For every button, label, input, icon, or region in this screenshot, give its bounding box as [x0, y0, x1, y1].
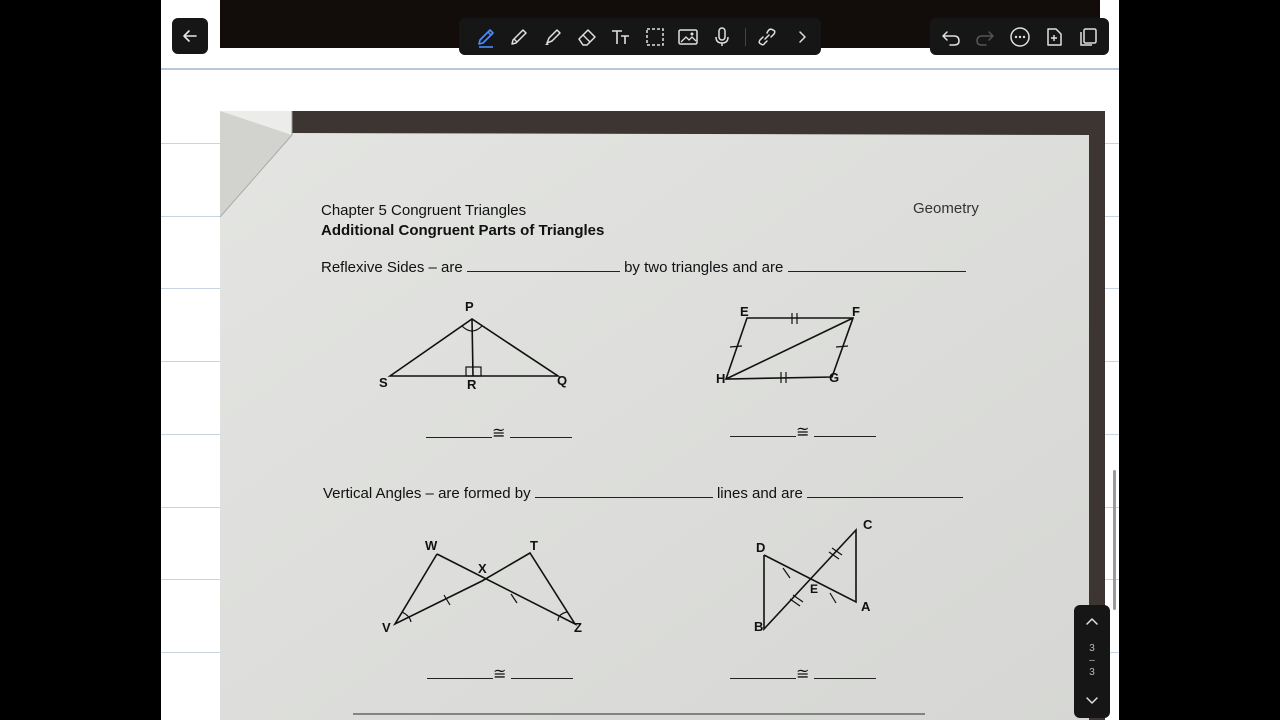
lasso-tool-button[interactable] [640, 22, 670, 52]
reflexive-label: Reflexive Sides – are [321, 259, 463, 276]
highlighter-icon [542, 26, 564, 48]
label-b: B [754, 619, 764, 634]
vertical-mid-text: lines and are [716, 485, 803, 502]
total-pages: 3 [1089, 667, 1095, 678]
back-arrow-icon [181, 27, 199, 45]
image-icon [677, 26, 699, 48]
page-down-button[interactable] [1083, 691, 1101, 714]
answer-blank[interactable] [788, 258, 966, 272]
label-t: T [530, 538, 538, 553]
answer-blank[interactable] [510, 424, 572, 438]
undo-button[interactable] [936, 22, 966, 52]
label-r: R [467, 377, 477, 392]
answer-blank[interactable] [814, 423, 876, 437]
image-tool-button[interactable] [673, 22, 703, 52]
label-w: W [425, 538, 438, 553]
toolbar-divider [745, 28, 746, 46]
label-q: Q [557, 373, 568, 388]
label-s: S [379, 375, 388, 390]
label-x: X [478, 561, 487, 576]
link-icon [756, 26, 778, 48]
text-icon [610, 26, 632, 48]
label-a: A [861, 599, 871, 614]
microphone-tool-button[interactable] [707, 22, 737, 52]
document-toolbar [930, 18, 1109, 55]
more-horizontal-icon [1009, 26, 1031, 48]
congruent-symbol: ≅ [492, 425, 506, 442]
answer-blank[interactable] [511, 665, 573, 679]
current-page: 3 [1089, 643, 1095, 654]
answer-blank[interactable] [730, 423, 796, 437]
label-d: D [756, 540, 766, 555]
congruent-symbol: ≅ [796, 424, 810, 441]
chapter-title: Chapter 5 Congruent Triangles [321, 202, 527, 219]
add-page-icon [1043, 26, 1065, 48]
congruence-statement-4 [730, 664, 876, 684]
answer-blank[interactable] [730, 665, 796, 679]
answer-blank[interactable] [535, 484, 713, 498]
congruence-statement-1 [426, 423, 572, 443]
duplicate-icon [1077, 26, 1099, 48]
text-tool-button[interactable] [606, 22, 636, 52]
scrollbar-thumb[interactable] [1113, 470, 1116, 610]
page-separator-dash: – [1089, 655, 1095, 666]
redo-icon [974, 26, 996, 48]
answer-blank[interactable] [426, 424, 492, 438]
pencil-tool-button[interactable] [504, 22, 534, 52]
congruent-symbol: ≅ [493, 666, 507, 683]
notebook-canvas[interactable] [161, 0, 1119, 720]
more-options-button[interactable] [1005, 22, 1035, 52]
page-navigator [1074, 605, 1110, 718]
redo-button[interactable] [970, 22, 1000, 52]
vertical-label: Vertical Angles – are formed by [323, 485, 531, 502]
back-button[interactable] [172, 18, 208, 54]
pen-icon [475, 26, 497, 48]
add-page-button[interactable] [1039, 22, 1069, 52]
label-h: H [716, 371, 726, 386]
label-z: Z [574, 620, 582, 635]
label-c: C [863, 517, 873, 532]
page-up-button[interactable] [1083, 613, 1101, 636]
chevron-up-icon [1083, 613, 1101, 631]
more-tools-button[interactable] [787, 22, 817, 52]
eraser-tool-button[interactable] [572, 22, 602, 52]
answer-blank[interactable] [814, 665, 876, 679]
drawing-toolbar [459, 18, 821, 55]
label-g: G [829, 370, 840, 385]
congruence-statement-2 [730, 422, 876, 442]
chevron-down-icon [1083, 691, 1101, 709]
answer-blank[interactable] [807, 484, 963, 498]
reflexive-mid-text: by two triangles and are [624, 259, 784, 276]
worksheet-heading: Additional Congruent Parts of Triangles [321, 222, 605, 239]
eraser-icon [576, 26, 598, 48]
label-e2: E [810, 582, 819, 596]
label-p: P [465, 299, 474, 314]
pen-tool-button[interactable] [471, 22, 501, 52]
highlighter-tool-button[interactable] [538, 22, 568, 52]
microphone-icon [711, 26, 733, 48]
link-tool-button[interactable] [752, 22, 782, 52]
page-separator [161, 68, 1119, 70]
vertical-angles-wxz-figure [380, 536, 590, 636]
congruence-statement-3 [427, 664, 573, 684]
worksheet-photo [220, 111, 1105, 720]
label-e: E [740, 304, 749, 319]
pencil-icon [508, 26, 530, 48]
duplicate-page-button[interactable] [1073, 22, 1103, 52]
reflexive-sides-line [321, 258, 966, 276]
answer-blank[interactable] [427, 665, 493, 679]
label-v: V [382, 620, 391, 635]
undo-icon [940, 26, 962, 48]
page-indicator [1074, 643, 1110, 679]
vertical-angles-line [323, 484, 963, 502]
chevron-right-icon [791, 26, 813, 48]
triangle-psq-figure [370, 296, 585, 396]
label-f: F [852, 304, 860, 319]
subject-label: Geometry [913, 200, 979, 217]
parallelogram-efgh-figure [715, 306, 865, 391]
congruent-symbol: ≅ [796, 666, 810, 683]
lasso-icon [644, 26, 666, 48]
answer-blank[interactable] [467, 258, 620, 272]
